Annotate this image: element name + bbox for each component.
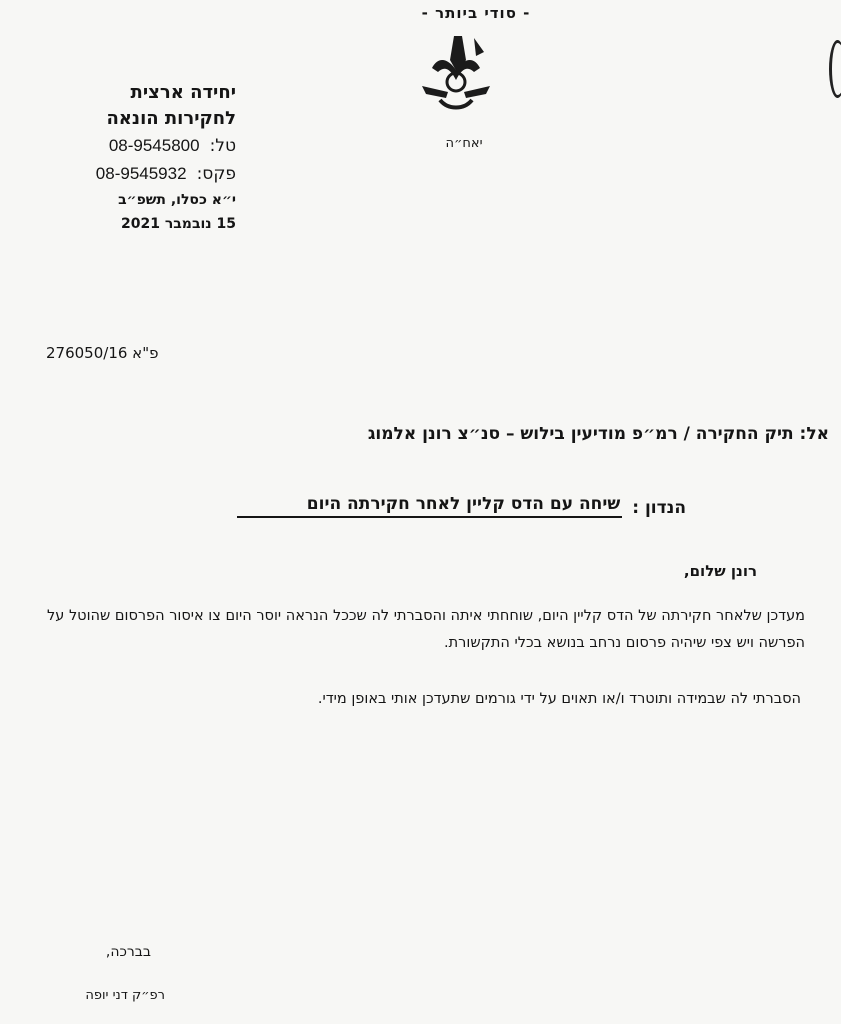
gregorian-date: 15 נובמבר 2021 [121,216,236,232]
signature: רפ״ק דני יופה [85,988,165,1003]
scan-edge-mark [829,40,841,98]
body-paragraph-1: מעדכן שלאחר חקירתה של הדס קליין היום, שוחחתי איתה והסברתי לה שככל הנראה יוסר היום צו איסור הפרסום שהוטל על הפרשה ויש צפי שיהיה פרסום נרחב בנושא בכלי התקשורת. [47,608,805,651]
unit-name-line-2: לחקירות הונאה [106,108,236,129]
unit-contact-block [40,80,236,236]
recipient-line: אל: תיק החקירה / רמ״פ מודיעין בילוש – סנ״צ רונן אלמוג [367,424,829,444]
hebrew-date: י״א כסלו, תשפ״ב [118,192,236,208]
case-number: פ"א 276050/16 [46,344,159,362]
phone-row [40,132,236,160]
police-emblem-icon [418,34,494,114]
emblem-caption: יאח״ה [445,136,483,151]
phone-number: 08-9545800 [108,136,200,155]
fax-row [40,160,236,188]
subject-row [237,494,686,518]
subject-text: שיחה עם הדס קליין לאחר חקירתה היום [237,494,622,518]
unit-name-line-1: יחידה ארצית [130,82,236,103]
fax-label: פקס: [196,164,236,184]
phone-label: טל: [209,136,236,156]
classification-header: - סודי ביותר - [421,4,531,22]
subject-label: הנדון : [632,498,686,518]
fax-number: 08-9545932 [95,164,187,183]
body-paragraph-2: הסברתי לה שבמידה ותוטרד ו/או תאוים על ידי גורמים שתעדכן אותי באופן מידי. [317,691,801,707]
closing-regards: בברכה, [105,944,151,960]
greeting: רונן שלום, [683,562,757,580]
